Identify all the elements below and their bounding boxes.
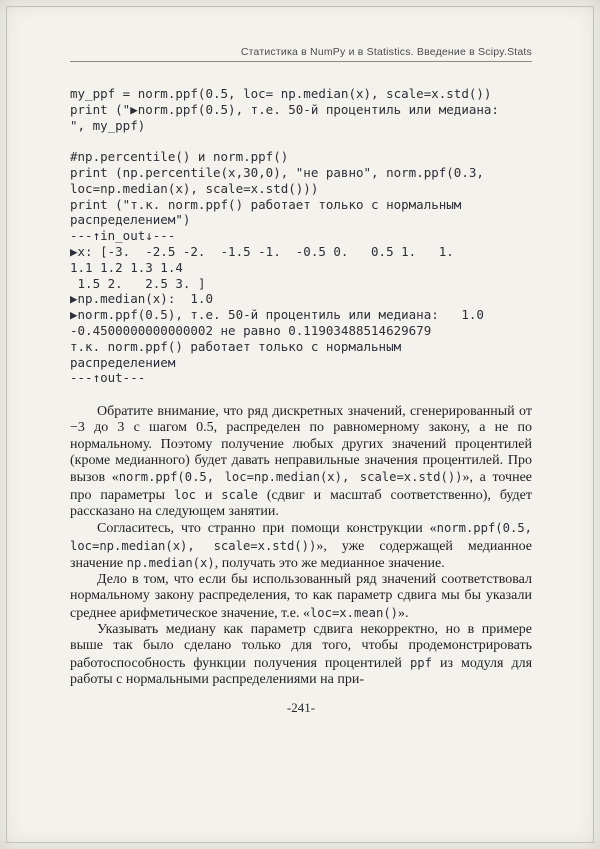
code-line: print ("▶norm.ppf(0.5), т.е. 50-й процентиль или медиана: (70, 101, 499, 117)
code-line: ▶norm.ppf(0.5), т.е. 50-й процентиль или медиана: 1.0 (70, 307, 484, 323)
text-run: и (196, 487, 222, 503)
text-run: (сдвиг и масштаб соответственно), будет рассказано на следующем занятии. (70, 487, 532, 519)
code-line (70, 133, 532, 149)
code-line: print ("т.к. norm.ppf() работает только с нормальным (70, 196, 462, 212)
body-text (70, 404, 532, 688)
inline-code: loc (173, 487, 196, 502)
inline-code: norm.ppf(0.5, loc=np.median(x), scale=x.std()) (70, 521, 532, 553)
inline-code: ppf (409, 655, 432, 670)
code-line: распределением (70, 354, 176, 370)
code-line: распределением") (70, 212, 191, 228)
inline-code: norm.ppf(0.5, loc=np.median(x), scale=x.std()) (118, 470, 463, 485)
code-line: ▶np.median(x): 1.0 (70, 291, 213, 307)
inline-code: scale (221, 487, 258, 502)
code-line: ▶x: [-3. -2.5 -2. -1.5 -1. -0.5 0. 0.5 1. 1. (70, 243, 454, 259)
paragraph (70, 622, 532, 688)
code-block (70, 86, 532, 386)
text-run: из модуля для работы с нормальными распределениями на при- (70, 655, 533, 687)
code-line: -0.4500000000000002 не равно 0.11903488514629679 (70, 322, 432, 338)
code-line: 1.5 2. 2.5 3. ] (70, 275, 206, 291)
header-rule (70, 61, 532, 62)
code-line: т.к. norm.ppf() работает только с нормальным (70, 338, 402, 354)
paragraph (70, 572, 532, 622)
text-run: , получать это же медианное значение. (214, 555, 445, 571)
page-number: -241- (286, 700, 316, 716)
inline-code: np.median(x) (126, 555, 215, 570)
code-line: 1.1 1.2 1.3 1.4 (70, 259, 183, 275)
code-line: loc=np.median(x), scale=x.std())) (70, 180, 319, 196)
code-line: my_ppf = norm.ppf(0.5, loc= np.median(x), scale=x.std()) (70, 86, 492, 101)
code-line: ---↑out--- (70, 370, 146, 386)
running-header-title: Статистика в NumPy и в Statistics. Введение в Scipy.Stats (240, 46, 532, 58)
text-run: Указывать медиану как параметр сдвига некорректно, но в примере выше так было сделано только для того, чтобы продемонстрировать работоспособность функции получения процентилей (70, 622, 532, 671)
text-run: Обратите внимание, что ряд дискретных значений, сгенерированный от −3 до 3 с шагом 0.5, распределен по равномерному закону, а не по нормальному. Поэтому получение любых других значений процентилей (кроме медианного) будет давать неправильные значения процентилей. Про вызов « (70, 404, 532, 486)
text-run: », а точнее про параметры (70, 470, 533, 503)
paragraph (70, 404, 532, 520)
code-line: print (np.percentile(x,30,0), "не равно", norm.ppf(0.3, (70, 164, 484, 180)
code-line: #np.percentile() и norm.ppf() (70, 149, 289, 165)
text-run: ». (398, 605, 409, 621)
code-line: ---↑in_out↓--- (70, 228, 176, 244)
running-header (70, 46, 532, 61)
text-run: », уже содержащей медианное значение (70, 538, 532, 571)
text-run: Дело в том, что если бы использованный ряд значений соответствовал нормальному закону распределения, то как параметр сдвига мы бы указали среднее арифметическое значение, т.е. « (70, 572, 532, 621)
paragraph (70, 520, 532, 572)
inline-code: loc=x.mean() (309, 605, 399, 620)
code-line: ", my_ppf) (70, 117, 146, 133)
text-run: Согласитесь, что странно при помощи конструкции « (97, 521, 437, 537)
